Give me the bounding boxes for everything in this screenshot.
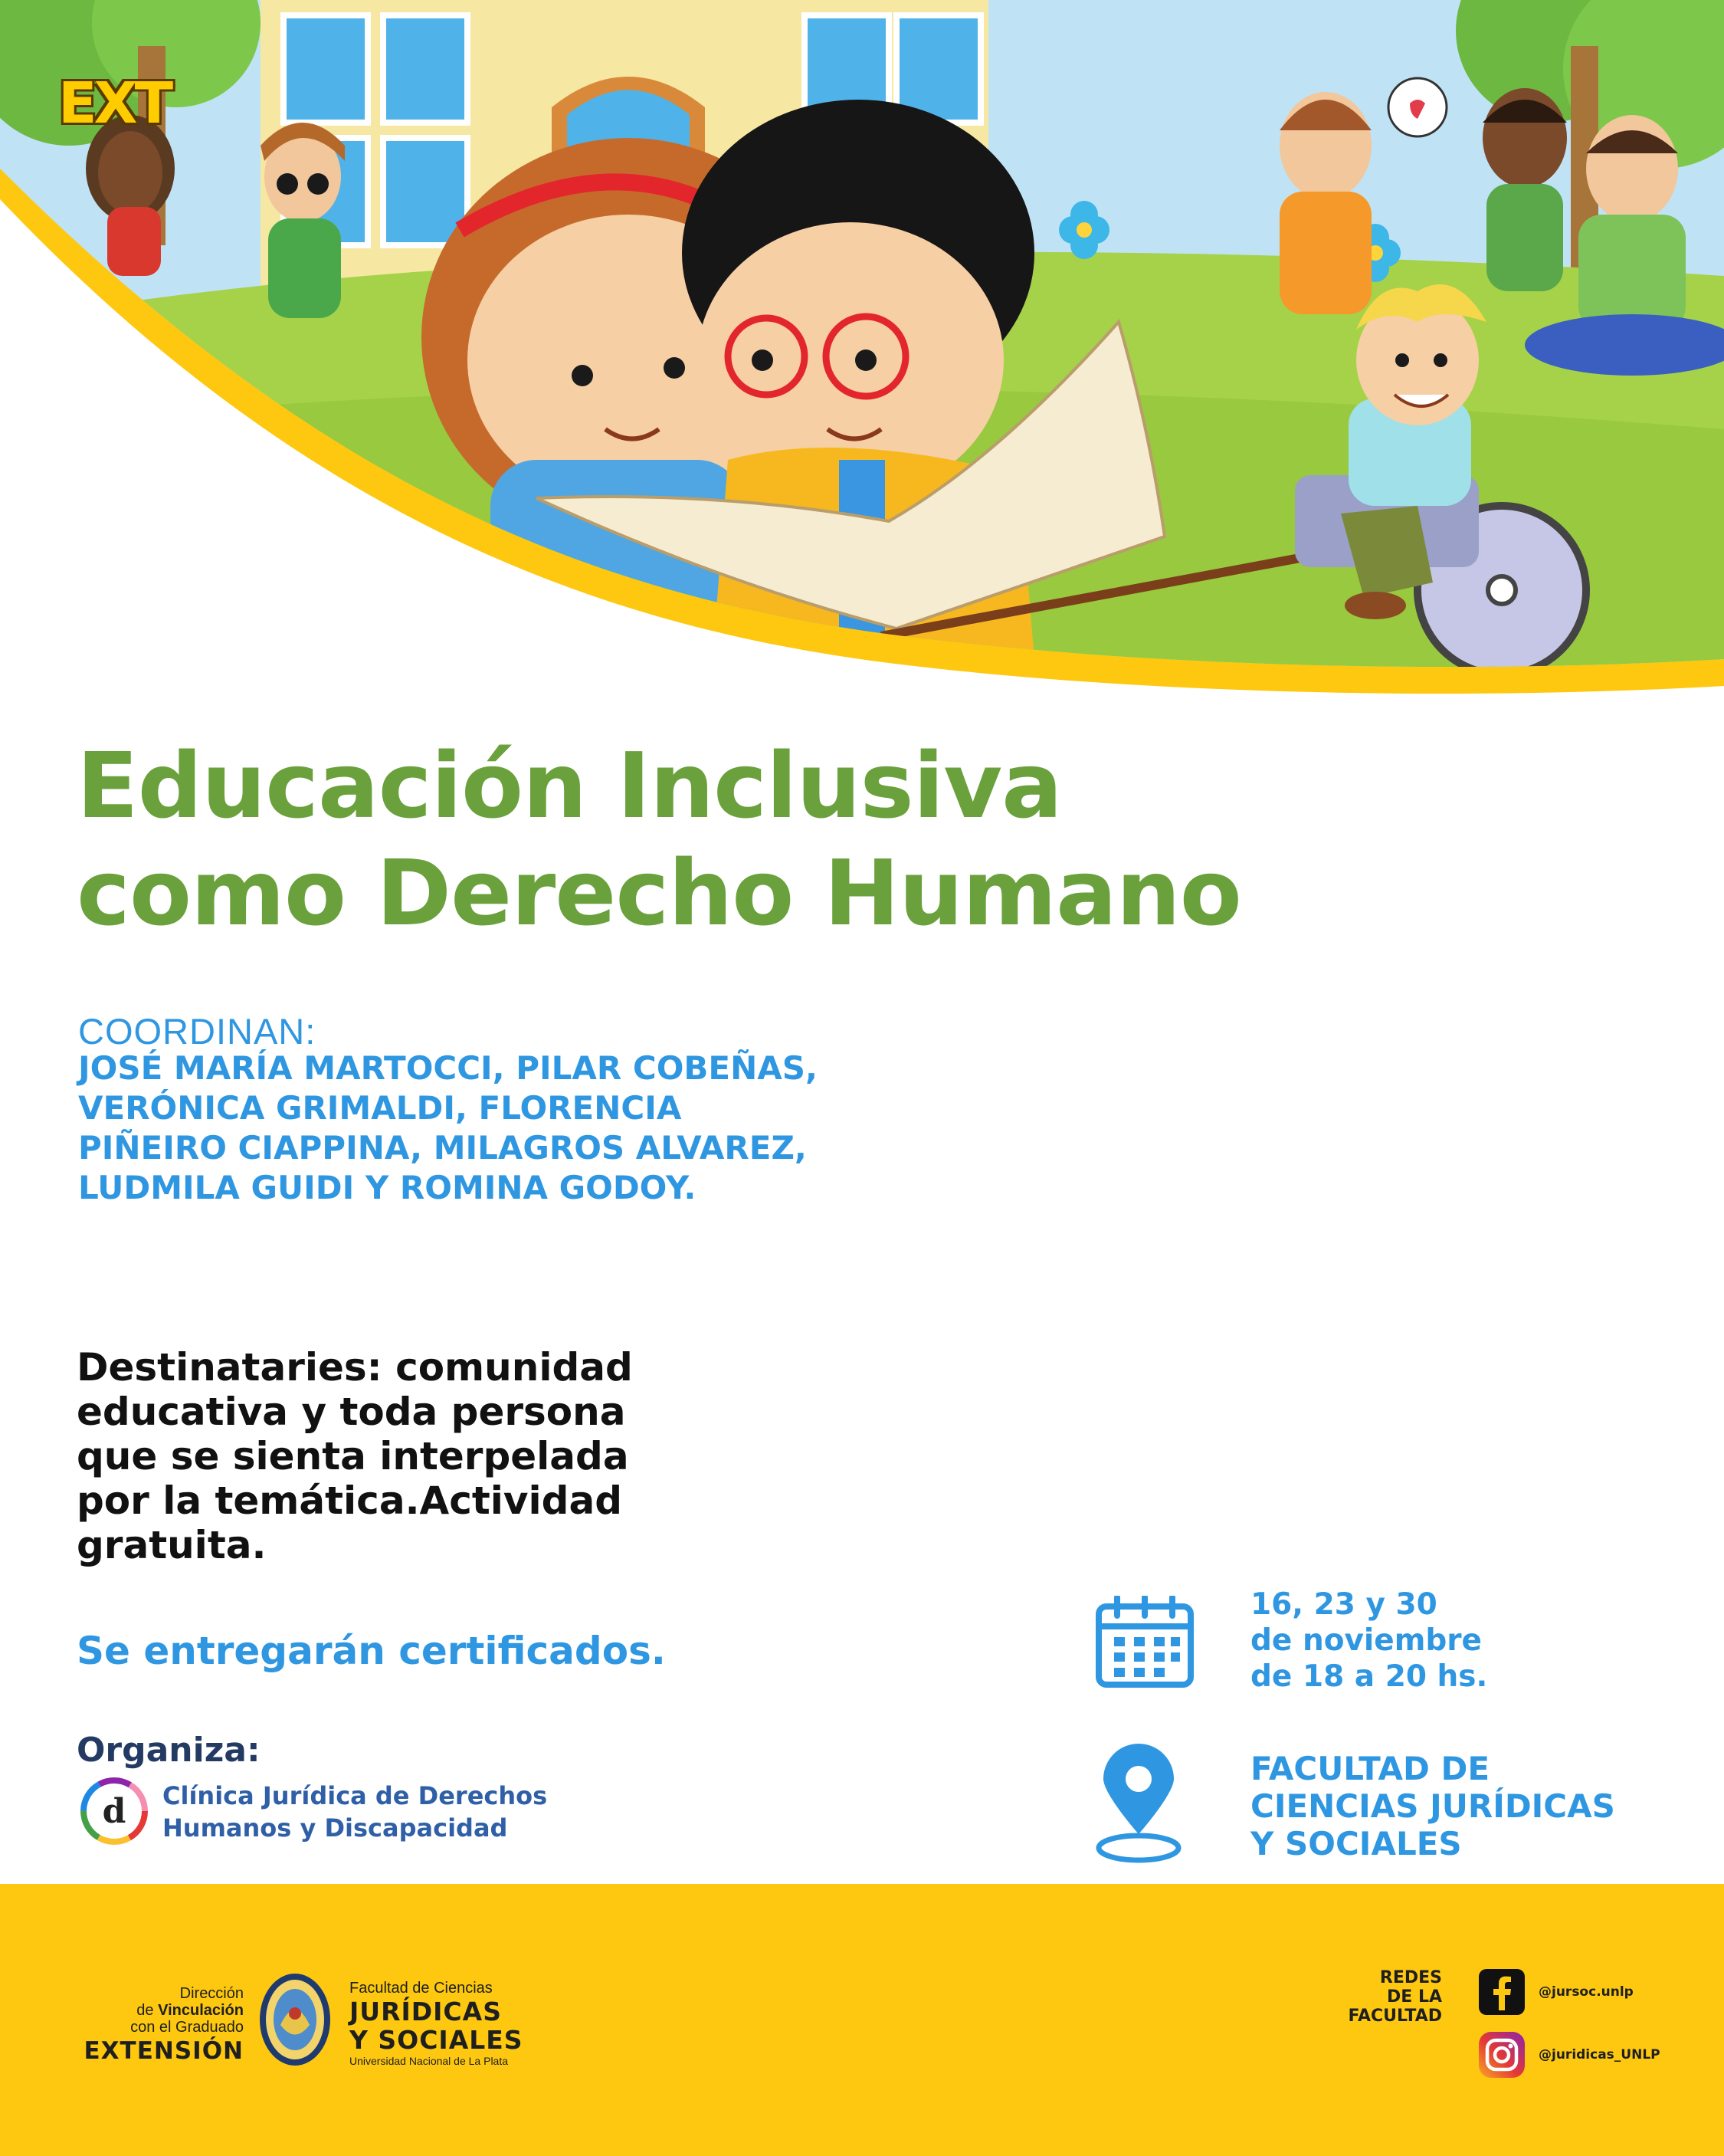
social-label-line: FACULTAD bbox=[1348, 2007, 1442, 2026]
schedule-line: de noviembre bbox=[1250, 1623, 1482, 1658]
vinculacion-bold: Vinculación bbox=[158, 2002, 244, 2019]
organizer-name-line: Clínica Jurídica de Derechos bbox=[162, 1781, 548, 1810]
location-line: Y SOCIALES bbox=[1250, 1825, 1462, 1862]
organizer-name-line: Humanos y Discapacidad bbox=[162, 1813, 508, 1843]
coordinators-line: JOSÉ MARÍA MARTOCCI, PILAR COBEÑAS, bbox=[78, 1049, 818, 1087]
vinculacion-line bbox=[77, 2002, 244, 2019]
coordinators-line: VERÓNICA GRIMALDI, FLORENCIA bbox=[78, 1089, 682, 1127]
faculty-line: Facultad de Ciencias bbox=[349, 1980, 493, 1997]
page-title bbox=[77, 732, 1241, 947]
audience-line: que se sienta interpelada bbox=[77, 1434, 629, 1478]
location-pin-icon bbox=[1094, 1744, 1183, 1866]
coordinators-line: LUDMILA GUIDI Y ROMINA GODOY. bbox=[78, 1169, 696, 1206]
faculty-line: Y SOCIALES bbox=[349, 2025, 523, 2055]
clinica-logo bbox=[80, 1777, 149, 1846]
facebook-handle[interactable]: @jursoc.unlp bbox=[1539, 1984, 1634, 2000]
hero-illustration bbox=[0, 0, 1724, 736]
vinculacion-line: Dirección bbox=[179, 1985, 244, 2002]
coordinators-list bbox=[78, 1048, 921, 1208]
audience-line: gratuita. bbox=[77, 1523, 267, 1567]
vinculacion-logo bbox=[77, 1985, 244, 2066]
location-line: CIENCIAS JURÍDICAS bbox=[1250, 1787, 1615, 1825]
schedule-line: 16, 23 y 30 bbox=[1250, 1587, 1437, 1622]
certificates-notice: Se entregarán certificados. bbox=[77, 1629, 666, 1673]
faculty-line: Universidad Nacional de La Plata bbox=[349, 2055, 509, 2067]
audience-line: educativa y toda persona bbox=[77, 1390, 626, 1434]
instagram-icon[interactable] bbox=[1477, 2030, 1526, 2079]
audience-line: Destinataries: comunidad bbox=[77, 1345, 633, 1390]
vinculacion-prefix: de bbox=[136, 2002, 159, 2019]
ext-badge: EXT bbox=[58, 71, 171, 136]
coordinators-line: PIÑEIRO CIAPPINA, MILAGROS ALVAREZ, bbox=[78, 1129, 807, 1167]
clinica-logo-letter: d bbox=[102, 1792, 126, 1831]
calendar-icon bbox=[1094, 1596, 1195, 1689]
organizer-label: Organiza: bbox=[77, 1731, 261, 1770]
audience-text bbox=[77, 1345, 751, 1567]
schedule-dates bbox=[1250, 1587, 1487, 1695]
title-line-2: como Derecho Humano bbox=[77, 840, 1241, 946]
coordinators-label: COORDINAN: bbox=[78, 1011, 316, 1052]
faculty-logo bbox=[349, 1979, 523, 2068]
extension-label: EXTENSIÓN bbox=[84, 2037, 244, 2065]
schedule-line: de 18 a 20 hs. bbox=[1250, 1659, 1488, 1694]
social-label-line: DE LA bbox=[1387, 1987, 1442, 2007]
location-name bbox=[1250, 1750, 1615, 1862]
facebook-icon[interactable] bbox=[1477, 1967, 1526, 2017]
instagram-handle[interactable]: @juridicas_UNLP bbox=[1539, 2047, 1660, 2062]
vinculacion-line: con el Graduado bbox=[130, 2019, 244, 2036]
title-line-1: Educación Inclusiva bbox=[77, 733, 1062, 838]
social-label-line: REDES bbox=[1379, 1968, 1442, 1987]
university-seal-icon bbox=[257, 1971, 333, 2068]
audience-line: por la temática.Actividad bbox=[77, 1478, 622, 1523]
faculty-line: JURÍDICAS bbox=[349, 1997, 502, 2026]
social-label bbox=[1333, 1968, 1442, 2026]
organizer-name bbox=[162, 1780, 547, 1844]
location-line: FACULTAD DE bbox=[1250, 1750, 1490, 1787]
